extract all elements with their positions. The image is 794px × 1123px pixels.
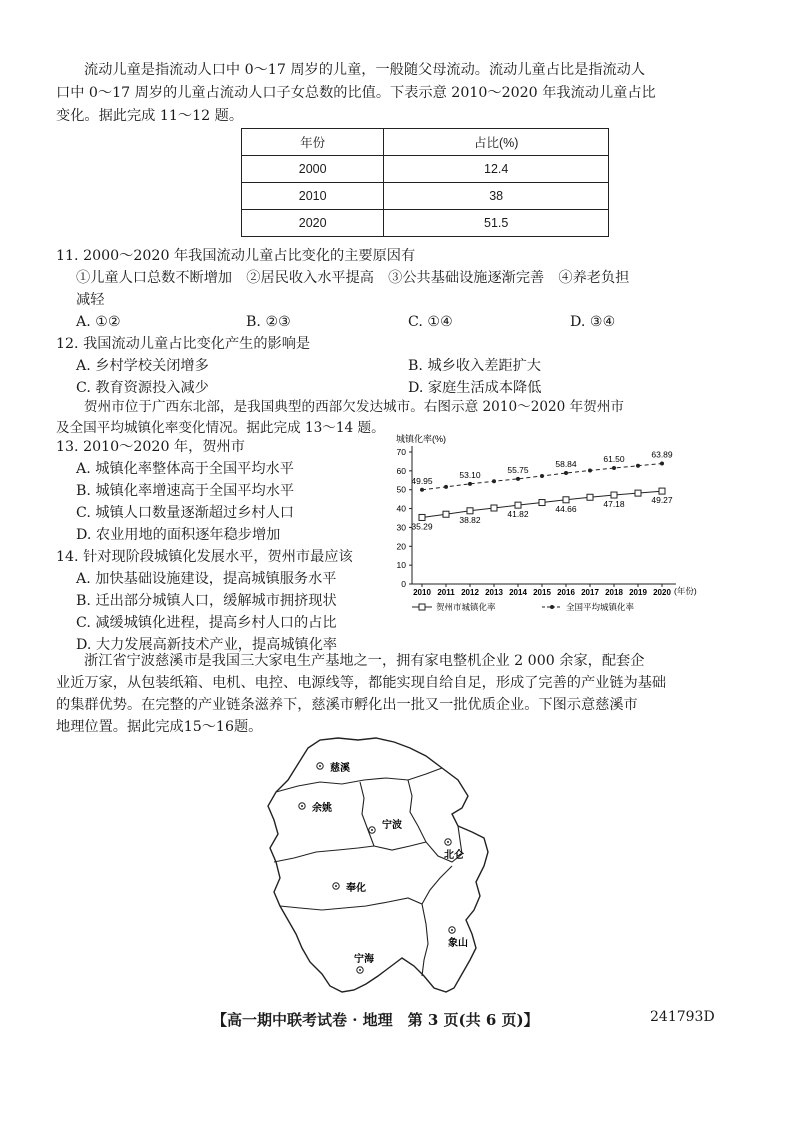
q14-stem: 14. 针对现阶段城镇化发展水平，贺州市最应该 bbox=[56, 549, 353, 565]
national-point bbox=[444, 485, 448, 489]
chart-y-tick-label: 70 bbox=[396, 447, 406, 457]
national-data-label: 61.50 bbox=[603, 454, 625, 465]
intro2-line2: 及全国平均城镇化率变化情况。据此完成 13～14 题。 bbox=[56, 420, 385, 436]
q11-items-line1: ①儿童人口总数不断增加 ②居民收入水平提高 ③公共基础设施逐渐完善 ④养老负担 bbox=[76, 270, 630, 286]
city-marker-dot bbox=[359, 969, 361, 971]
city-label: 慈溪 bbox=[330, 763, 350, 774]
city-label: 余姚 bbox=[312, 803, 332, 814]
chart-y-tick-label: 50 bbox=[396, 484, 406, 495]
q14-option-d[interactable]: D. 大力发展高新技术产业，提高城镇化率 bbox=[76, 637, 338, 653]
hezhou-point bbox=[443, 511, 449, 517]
q12-option-d[interactable]: D. 家庭生活成本降低 bbox=[408, 380, 542, 396]
q14-option-a[interactable]: A. 加快基础设施建设，提高城镇服务水平 bbox=[76, 571, 337, 587]
national-point bbox=[564, 471, 568, 475]
city-marker-dot bbox=[451, 929, 453, 931]
hezhou-point bbox=[419, 514, 425, 520]
hezhou-point bbox=[635, 490, 641, 496]
intro3-line1: 浙江省宁波慈溪市是我国三大家电生产基地之一，拥有家电整机企业 2 000 余家，配套企 bbox=[84, 653, 645, 669]
table-cell: 2000 bbox=[242, 156, 384, 183]
city-marker-dot bbox=[447, 841, 449, 843]
table-row bbox=[242, 210, 609, 237]
q12-option-b[interactable]: B. 城乡收入差距扩大 bbox=[408, 358, 541, 374]
q13-option-a[interactable]: A. 城镇化率整体高于全国平均水平 bbox=[76, 461, 294, 477]
chart-x-tick-label: 2012 bbox=[461, 588, 479, 597]
chart-x-tick-label: 2015 bbox=[533, 588, 551, 597]
chart-y-tick-label: 10 bbox=[396, 560, 406, 571]
chart-y-tick-label: 30 bbox=[396, 522, 406, 533]
national-point bbox=[420, 488, 424, 492]
intro3-line2: 业近万家，从包装纸箱、电机、电控、电源线等，都能实现自给自足，形成了完善的产业链为基础 bbox=[56, 675, 667, 691]
q13-option-c[interactable]: C. 城镇人口数量逐渐超过乡村人口 bbox=[76, 505, 294, 521]
q12-stem: 12. 我国流动儿童占比变化产生的影响是 bbox=[56, 336, 311, 352]
city-label: 奉化 bbox=[346, 883, 366, 894]
hezhou-point bbox=[467, 508, 473, 514]
chart-x-tick-label: 2018 bbox=[605, 588, 623, 597]
chart-xlabel: (年份) bbox=[674, 586, 697, 596]
city-marker-dot bbox=[319, 765, 321, 767]
chart-y-tick-label: 40 bbox=[396, 503, 406, 514]
hezhou-data-label: 35.29 bbox=[411, 521, 433, 532]
table-cell: 38 bbox=[384, 183, 609, 210]
q11-stem: 11. 2000～2020 年我国流动儿童占比变化的主要原因有 bbox=[56, 248, 416, 264]
chart-ylabel: 城镇化率(%) bbox=[396, 434, 446, 444]
chart-y-tick-label: 20 bbox=[396, 541, 406, 552]
q11-option-c[interactable]: C. ①④ bbox=[408, 314, 453, 330]
table-cell: 12.4 bbox=[384, 156, 609, 183]
national-point bbox=[540, 474, 544, 478]
national-point bbox=[636, 464, 640, 468]
q14-option-c[interactable]: C. 减缓城镇化进程，提高乡村人口的占比 bbox=[76, 615, 337, 631]
table-row bbox=[242, 156, 609, 183]
intro3-line3: 的集群优势。在完整的产业链条滋养下，慈溪市孵化出一批又一批优质企业。下图示意慈溪市 bbox=[56, 697, 638, 713]
city-label: 象山 bbox=[448, 938, 468, 949]
city-label: 宁波 bbox=[382, 820, 402, 831]
hezhou-data-label: 49.27 bbox=[651, 495, 673, 506]
national-data-label: 55.75 bbox=[507, 464, 529, 475]
intro2-line1: 贺州市位于广西东北部，是我国典型的西部欠发达城市。右图示意 2010～2020 年贺州市 bbox=[84, 399, 625, 415]
chart-series bbox=[411, 450, 673, 532]
footer-code: 241793D bbox=[650, 1009, 715, 1025]
intro1-line3: 变化。据此完成 11～12 题。 bbox=[56, 108, 244, 124]
national-point bbox=[468, 482, 472, 486]
hezhou-point bbox=[515, 502, 521, 508]
table-cell: 2010 bbox=[242, 183, 384, 210]
q12-option-c[interactable]: C. 教育资源投入减少 bbox=[76, 380, 209, 396]
intro3-line4: 地理位置。据此完成15～16题。 bbox=[56, 719, 263, 735]
cixi-location-map bbox=[262, 734, 512, 999]
hezhou-point bbox=[539, 500, 545, 506]
table-cell: 51.5 bbox=[384, 210, 609, 237]
city-marker-dot bbox=[335, 885, 337, 887]
chart-x-tick-label: 2017 bbox=[581, 588, 599, 597]
city-label: 宁海 bbox=[354, 954, 374, 965]
intro1-line2: 口中 0～17 周岁的儿童占流动人口子女总数的比值。下表示意 2010～2020 年我流动儿童占比 bbox=[56, 85, 656, 101]
table-header-year: 年份 bbox=[242, 129, 384, 156]
hezhou-point bbox=[659, 488, 665, 494]
chart-x-tick-label: 2019 bbox=[629, 588, 647, 597]
chart-x-tick-label: 2011 bbox=[437, 588, 455, 597]
national-point bbox=[516, 477, 520, 481]
legend-national: 全国平均城镇化率 bbox=[566, 602, 635, 612]
chart-x-tick-label: 2010 bbox=[413, 588, 431, 597]
national-data-label: 53.10 bbox=[459, 469, 481, 480]
q11-items-line2: 减轻 bbox=[76, 292, 105, 308]
footer-title: 【高一期中联考试卷 · 地理 第 3 页(共 6 页)】 bbox=[212, 1011, 539, 1029]
child-ratio-table bbox=[241, 128, 609, 237]
q13-option-b[interactable]: B. 城镇化率增速高于全国平均水平 bbox=[76, 483, 295, 499]
hezhou-point bbox=[587, 494, 593, 500]
legend-hezhou: 贺州市城镇化率 bbox=[436, 602, 496, 612]
national-point bbox=[588, 468, 592, 472]
chart-x-tick-label: 2020 bbox=[653, 588, 671, 597]
chart-legend bbox=[412, 602, 635, 612]
q11-option-b[interactable]: B. ②③ bbox=[246, 314, 291, 330]
q12-option-a[interactable]: A. 乡村学校关闭增多 bbox=[76, 358, 209, 374]
city-marker-dot bbox=[371, 829, 373, 831]
map-outline bbox=[268, 738, 488, 992]
table-header-ratio: 占比(%) bbox=[384, 129, 609, 156]
hezhou-data-label: 41.82 bbox=[507, 509, 529, 520]
hezhou-point bbox=[491, 505, 497, 511]
national-point bbox=[660, 462, 664, 466]
q11-option-d[interactable]: D. ③④ bbox=[570, 314, 616, 330]
hezhou-data-label: 47.18 bbox=[603, 499, 625, 510]
national-data-label: 49.95 bbox=[411, 475, 433, 486]
table-cell: 2020 bbox=[242, 210, 384, 237]
city-marker-dot bbox=[301, 805, 303, 807]
q13-stem: 13. 2010～2020 年，贺州市 bbox=[56, 439, 245, 455]
hezhou-point bbox=[611, 492, 617, 498]
national-point bbox=[492, 479, 496, 483]
national-data-label: 58.84 bbox=[555, 459, 577, 470]
urbanization-chart bbox=[382, 430, 717, 615]
chart-axes bbox=[397, 446, 676, 597]
intro1-line1: 流动儿童是指流动人口中 0～17 周岁的儿童，一般随父母流动。流动儿童占比是指流动人 bbox=[84, 62, 646, 78]
table-header-row bbox=[242, 129, 609, 156]
national-point bbox=[612, 466, 616, 470]
hezhou-point bbox=[563, 497, 569, 503]
city-label: 北仑 bbox=[444, 850, 464, 861]
q13-option-d[interactable]: D. 农业用地的面积逐年稳步增加 bbox=[76, 527, 281, 543]
table-row bbox=[242, 183, 609, 210]
q11-option-a[interactable]: A. ①② bbox=[76, 314, 121, 330]
chart-y-tick-label: 60 bbox=[396, 465, 406, 476]
q14-option-b[interactable]: B. 迁出部分城镇人口，缓解城市拥挤现状 bbox=[76, 593, 337, 609]
hezhou-data-label: 38.82 bbox=[459, 514, 481, 525]
chart-x-tick-label: 2014 bbox=[509, 588, 527, 597]
chart-y-tick-label: 0 bbox=[401, 579, 406, 589]
national-data-label: 63.89 bbox=[651, 449, 673, 460]
chart-x-tick-label: 2013 bbox=[485, 588, 503, 597]
hezhou-data-label: 44.66 bbox=[555, 503, 577, 514]
chart-x-tick-label: 2016 bbox=[557, 588, 575, 597]
